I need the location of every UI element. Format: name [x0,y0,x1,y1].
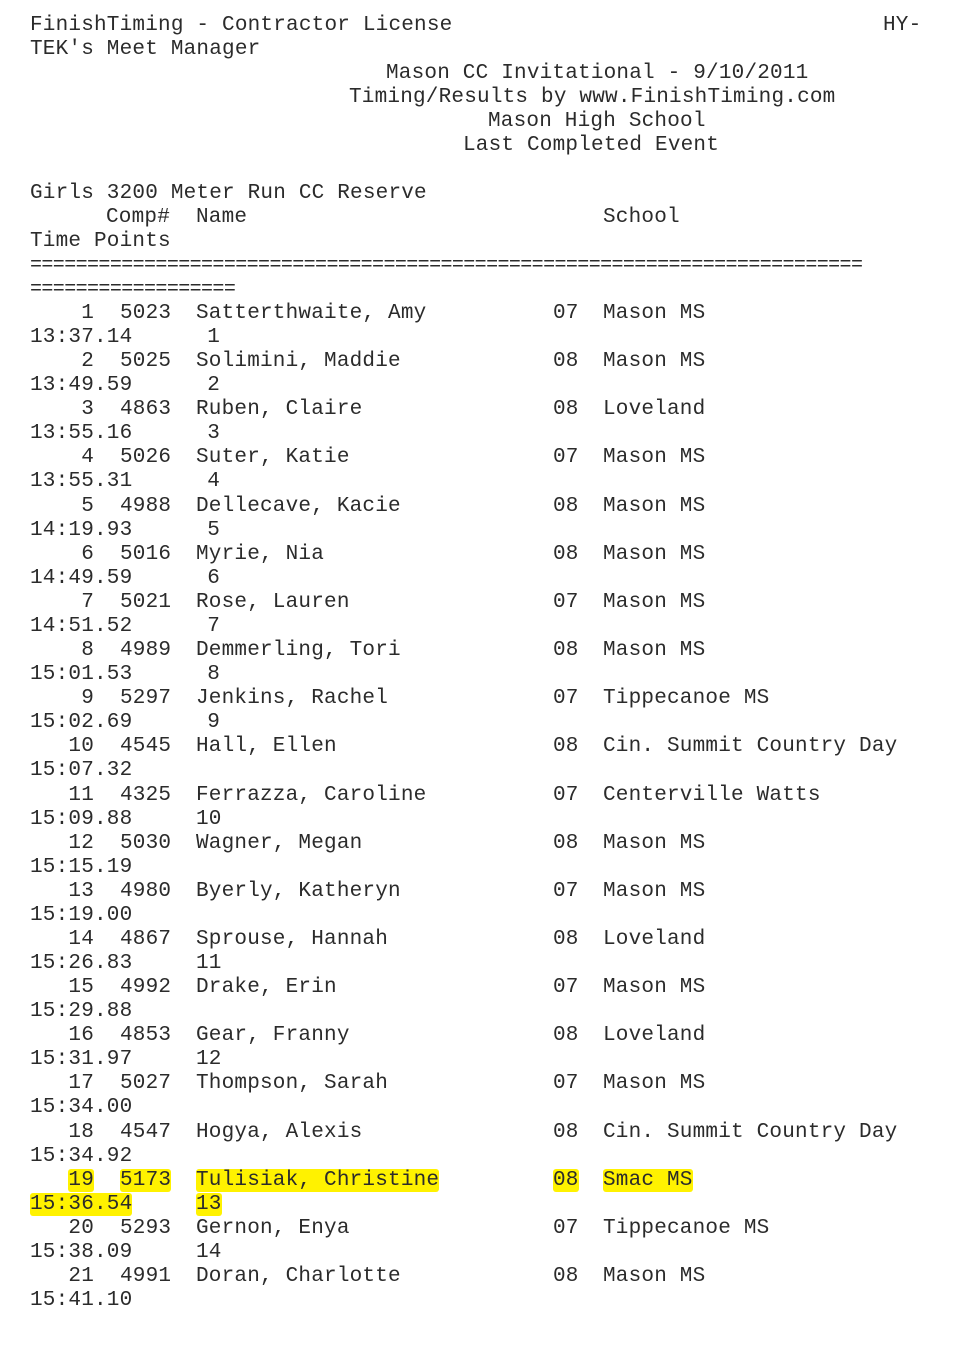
result-time: 15:34.00 [30,1096,133,1120]
meet-title: Mason CC Invitational - 9/10/2011 [386,62,809,85]
result-place: 13 [68,879,94,903]
result-grade: 08 [553,542,579,566]
result-grade: 08 [553,1024,579,1048]
result-school: Tippecanoe MS [603,687,770,711]
result-athlete-name: Gernon, Enya [196,1216,350,1240]
result-comp-number: 4853 [120,1024,172,1048]
col-school-header: School [603,206,680,229]
result-athlete-name: Rose, Lauren [196,590,350,614]
result-time: 15:02.69 [30,711,133,735]
result-time: 15:01.53 [30,663,133,687]
result-athlete-name: Ferrazza, Caroline [196,783,427,807]
result-grade: 07 [553,1216,579,1240]
result-grade: 08 [553,831,579,855]
result-grade: 07 [553,590,579,614]
result-time: 13:55.31 [30,470,133,494]
result-place: 7 [81,590,94,614]
result-points: 7 [207,614,220,638]
result-points: 4 [207,470,220,494]
result-place: 14 [68,927,94,951]
result-time: 15:09.88 [30,807,133,831]
result-grade: 07 [553,302,579,325]
result-grade: 07 [553,976,579,1000]
result-athlete-name: Tulisiak, Christine [196,1168,440,1192]
separator-rule: ========================================================================= [30,254,863,277]
result-time: 14:19.93 [30,518,133,542]
result-athlete-name: Gear, Franny [196,1024,350,1048]
result-points: 9 [207,711,220,735]
result-place: 5 [81,494,94,518]
result-comp-number: 5297 [120,687,172,711]
result-place: 20 [68,1216,94,1240]
result-points: 2 [207,374,220,398]
result-time: 13:49.59 [30,374,133,398]
result-grade: 07 [553,879,579,903]
status-line: Last Completed Event [463,134,720,157]
result-points: 14 [196,1240,222,1264]
result-athlete-name: Doran, Charlotte [196,1265,401,1288]
result-athlete-name: Drake, Erin [196,976,337,1000]
timing-line: Timing/Results by www.FinishTiming.com [349,86,836,109]
result-school: Mason MS [603,879,706,903]
result-athlete-name: Thompson, Sarah [196,1072,389,1096]
result-comp-number: 4863 [120,398,172,422]
result-school: Tippecanoe MS [603,1216,770,1240]
result-comp-number: 4980 [120,879,172,903]
result-school: Mason MS [603,350,706,374]
result-comp-number: 5016 [120,542,172,566]
result-time: 15:31.97 [30,1048,133,1072]
result-athlete-name: Hall, Ellen [196,735,337,759]
result-points: 11 [196,951,222,975]
result-place: 18 [68,1120,94,1144]
result-athlete-name: Dellecave, Kacie [196,494,401,518]
col-comp-header: Comp# [106,206,171,229]
result-place: 19 [68,1168,94,1192]
result-points: 1 [207,326,220,349]
result-athlete-name: Jenkins, Rachel [196,687,389,711]
result-school: Smac MS [603,1168,693,1192]
result-athlete-name: Solimini, Maddie [196,350,401,374]
result-comp-number: 5027 [120,1072,172,1096]
result-place: 6 [81,542,94,566]
result-athlete-name: Wagner, Megan [196,831,363,855]
result-grade: 07 [553,687,579,711]
software-line: TEK's Meet Manager [30,38,261,61]
license-line: FinishTiming - Contractor License [30,14,453,37]
result-school: Mason MS [603,1265,706,1288]
result-points: 6 [207,566,220,590]
result-place: 4 [81,446,94,470]
result-comp-number: 4325 [120,783,172,807]
result-place: 16 [68,1024,94,1048]
result-athlete-name: Sprouse, Hannah [196,927,389,951]
result-school: Cin. Summit Country Day [603,735,898,759]
result-grade: 07 [553,446,579,470]
result-time: 14:49.59 [30,566,133,590]
hy-label: HY- [883,14,922,37]
result-place: 11 [68,783,94,807]
result-grade: 08 [553,1120,579,1144]
result-athlete-name: Satterthwaite, Amy [196,302,427,325]
result-comp-number: 5021 [120,590,172,614]
result-comp-number: 4991 [120,1265,172,1288]
result-school: Mason MS [603,302,706,325]
result-time: 15:07.32 [30,759,133,783]
result-school: Mason MS [603,976,706,1000]
result-comp-number: 5030 [120,831,172,855]
venue-line: Mason High School [488,110,706,133]
result-grade: 07 [553,783,579,807]
result-athlete-name: Demmerling, Tori [196,639,401,663]
result-grade: 08 [553,494,579,518]
result-grade: 08 [553,735,579,759]
result-comp-number: 5293 [120,1216,172,1240]
result-place: 17 [68,1072,94,1096]
result-place: 1 [81,302,94,325]
result-school: Mason MS [603,831,706,855]
separator-rule-continued: ================== [30,278,236,301]
result-time: 15:19.00 [30,903,133,927]
result-time: 15:41.10 [30,1289,133,1312]
result-place: 3 [81,398,94,422]
result-school: Cin. Summit Country Day [603,1120,898,1144]
result-grade: 08 [553,927,579,951]
result-place: 9 [81,687,94,711]
result-points: 10 [196,807,222,831]
result-school: Mason MS [603,1072,706,1096]
result-time: 15:36.54 [30,1192,133,1216]
result-school: Mason MS [603,494,706,518]
col-time-points-header: Time Points [30,230,171,253]
result-points: 13 [196,1192,222,1216]
result-time: 15:34.92 [30,1144,133,1168]
result-grade: 08 [553,639,579,663]
result-grade: 08 [553,350,579,374]
result-time: 15:26.83 [30,951,133,975]
result-school: Loveland [603,398,706,422]
result-points: 5 [207,518,220,542]
result-school: Loveland [603,927,706,951]
result-comp-number: 4867 [120,927,172,951]
result-time: 15:29.88 [30,1000,133,1024]
result-comp-number: 4992 [120,976,172,1000]
result-school: Mason MS [603,446,706,470]
result-comp-number: 4547 [120,1120,172,1144]
result-comp-number: 5026 [120,446,172,470]
result-grade: 08 [553,398,579,422]
result-place: 8 [81,639,94,663]
result-points: 3 [207,422,220,446]
result-school: Mason MS [603,590,706,614]
result-grade: 08 [553,1168,579,1192]
result-place: 10 [68,735,94,759]
result-time: 14:51.52 [30,614,133,638]
result-place: 15 [68,976,94,1000]
result-time: 13:37.14 [30,326,133,349]
result-place: 2 [81,350,94,374]
result-school: Mason MS [603,542,706,566]
result-athlete-name: Suter, Katie [196,446,350,470]
result-school: Loveland [603,1024,706,1048]
result-athlete-name: Myrie, Nia [196,542,325,566]
result-comp-number: 4989 [120,639,172,663]
result-points: 8 [207,663,220,687]
result-grade: 07 [553,1072,579,1096]
result-comp-number: 5025 [120,350,172,374]
event-title: Girls 3200 Meter Run CC Reserve [30,182,427,205]
result-comp-number: 4988 [120,494,172,518]
result-school: Mason MS [603,639,706,663]
result-athlete-name: Ruben, Claire [196,398,363,422]
result-time: 15:15.19 [30,855,133,879]
result-place: 21 [68,1265,94,1288]
result-place: 12 [68,831,94,855]
result-time: 13:55.16 [30,422,133,446]
col-name-header: Name [196,206,248,229]
result-athlete-name: Hogya, Alexis [196,1120,363,1144]
result-grade: 08 [553,1265,579,1288]
result-comp-number: 5023 [120,302,172,325]
result-comp-number: 4545 [120,735,172,759]
result-school: Centerville Watts [603,783,821,807]
result-athlete-name: Byerly, Katheryn [196,879,401,903]
result-comp-number: 5173 [120,1168,172,1192]
result-points: 12 [196,1048,222,1072]
result-time: 15:38.09 [30,1240,133,1264]
